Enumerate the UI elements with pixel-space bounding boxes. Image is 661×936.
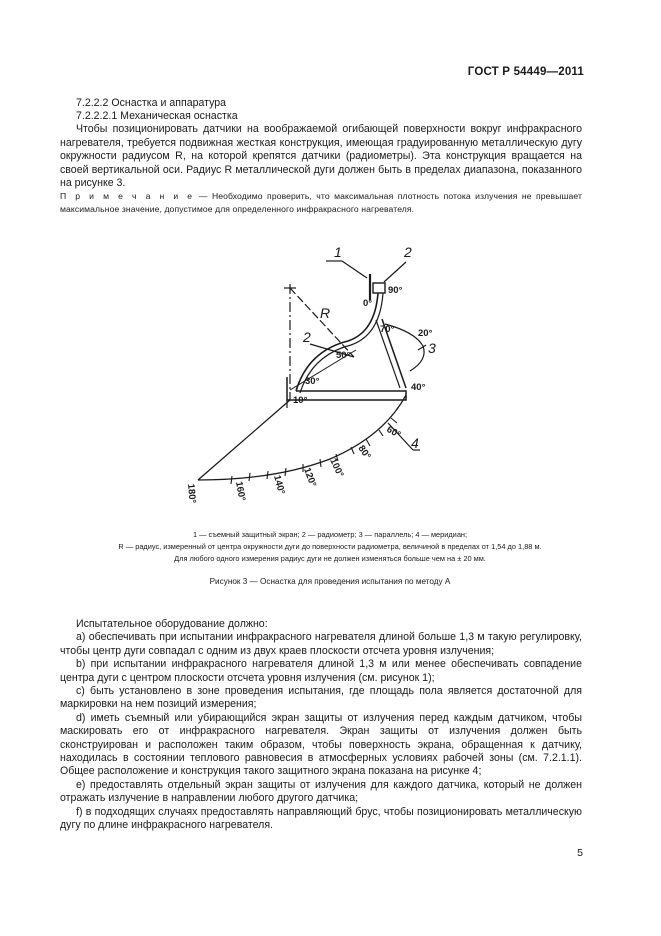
lower-sweep-arc bbox=[198, 395, 406, 480]
angle-40: 40° bbox=[411, 382, 426, 393]
callout-2-left: 2 bbox=[303, 329, 311, 345]
note bbox=[60, 190, 582, 216]
angle-60: 60° bbox=[384, 424, 403, 441]
note-text: — Необходимо проверить, что максимальная плотность потока излучения не превышает максимальное значение, допустимое для определенного инфракрасного нагревателя. bbox=[60, 191, 582, 214]
requirement-item-c: c) быть установлено в зоне проведения испытания, где площадь пола является достаточной для маркировки на нем позиций измерения; bbox=[60, 685, 582, 711]
requirements-list bbox=[60, 618, 582, 833]
figure-legend-3: Для любого одного измерения радиус дуги не должен изменяться больше чем на ± 20 мм. bbox=[174, 554, 486, 563]
angle-0: 0° bbox=[363, 298, 373, 309]
callout-3: 3 bbox=[428, 340, 436, 356]
figure-caption: Рисунок 3 — Оснастка для проведения испытания по методу А bbox=[209, 577, 451, 586]
angle-30: 30° bbox=[305, 376, 320, 387]
angle-120: 120° bbox=[301, 466, 319, 489]
requirement-item-e: e) предоставлять отдельный экран защиты от излучения для каждого датчика, который не должен отражать излучение в направлении любого другого датчика; bbox=[60, 778, 582, 805]
angle-10: 10° bbox=[293, 395, 308, 406]
figure-3-diagram bbox=[170, 240, 450, 510]
radiometer-top bbox=[373, 283, 385, 293]
figure-legend-1: 1 — съемный защитный экран; 2 — радиометр; 3 — параллель; 4 — меридиан; bbox=[192, 530, 468, 539]
page-number: 5 bbox=[577, 847, 583, 859]
angle-50: 50° bbox=[336, 350, 351, 361]
requirements-intro: Испытательное оборудование должно: bbox=[76, 618, 268, 630]
section-paragraph: Чтобы позиционировать датчики на воображаемой огибающей поверхности вокруг инфракрасного нагревателя, требуется подвижная жесткая конструкция, имеющая градуированную металлическую дугу окружности радиусом R, на которой крепятся датчики (радиометры). Эта конструкция вращается на своей вертикальной оси. Радиус R металлической дуги должен быть в пределах диапазона, показанного на рисунке 3. bbox=[60, 123, 582, 190]
document-header: ГОСТ Р 54449—2011 bbox=[467, 66, 584, 78]
requirement-item-b: b) при испытании инфракрасного нагревателя длиной 1,3 м или менее обеспечивать совпадение центра дуги с центром плоскости отсчета уровня излучения (см. рисунок 1); bbox=[60, 658, 582, 684]
angle-90: 90° bbox=[388, 285, 403, 296]
angle-160: 160° bbox=[233, 480, 248, 502]
requirement-item-d: d) иметь съемный или убирающийся экран защиты от излучения перед каждым датчиком, чтобы маскировать его от инфракрасного нагревателя. Экран защиты от излучения должен быть сконструирован и расположен таким образом, чтобы поверхность экрана, обращенная к датчику, находилась в состоянии теплового равновесия в атмосферных условиях рабочей зоны (см. 7.2.1.1). Общее расположение и конструкция такого защитного экрана показана на рисунке 4; bbox=[60, 711, 582, 778]
angle-80: 80° bbox=[355, 443, 373, 462]
section-heading-7-2-2-2: 7.2.2.2 Оснастка и аппаратура bbox=[76, 97, 227, 109]
note-label: П р и м е ч а н и е bbox=[60, 191, 195, 201]
leader-1 bbox=[342, 261, 367, 278]
radius-label: R bbox=[320, 305, 331, 321]
callout-4: 4 bbox=[411, 435, 419, 451]
callout-1: 1 bbox=[334, 244, 342, 260]
figure-legend-2: R — радиус, измеренный от центра окружности дуги до поверхности радиометра, величиной в пределах от 1,54 до 1,88 м. bbox=[118, 542, 542, 551]
requirement-item-f: f) в подходящих случаях предоставлять направляющий брус, чтобы позиционировать металлическую дугу по длине инфракрасного нагревателя. bbox=[60, 805, 582, 832]
angle-140: 140° bbox=[271, 473, 287, 496]
angle-70: 70° bbox=[380, 324, 395, 335]
radial-180 bbox=[198, 400, 290, 480]
callout-2-top: 2 bbox=[404, 244, 412, 260]
leader-3 bbox=[418, 345, 426, 350]
angle-20: 20° bbox=[418, 328, 433, 339]
requirement-item-a: a) обеспечивать при испытании инфракрасного нагревателя длиной больше 1,3 м такую регулировку, чтобы центр дуги совпадал с одним из двух краев плоскости отсчета уровня излучения; bbox=[60, 631, 582, 657]
section-heading-7-2-2-2-1: 7.2.2.2.1 Механическая оснастка bbox=[76, 110, 238, 122]
angle-180: 180° bbox=[185, 483, 198, 504]
leader-2-top bbox=[384, 262, 406, 282]
angle-100: 100° bbox=[327, 456, 346, 480]
